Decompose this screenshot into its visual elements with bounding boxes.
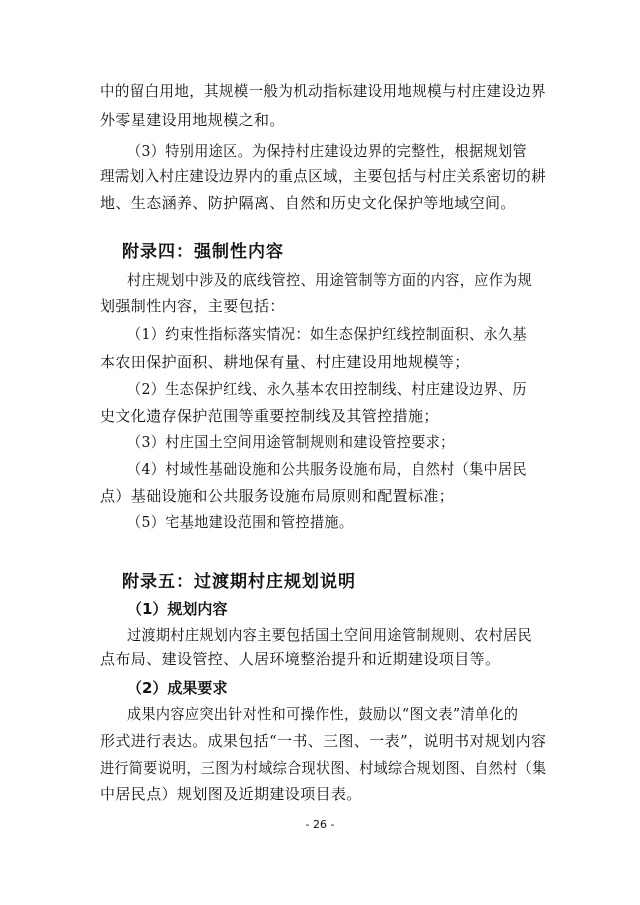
page-number: - 26 - (305, 818, 335, 831)
appendix5-sub1-line2: 点布局、建设管控、人居环境整治提升和近期建设项目等。 (100, 650, 501, 668)
appendix5-sub2-line4: 中居民点）规划图及近期建设项目表。 (100, 785, 362, 803)
appendix4-item1-line1: （1）约束性指标落实情况：如生态保护红线控制面积、永久基 (127, 325, 527, 343)
appendix5-sub2-line1: 成果内容应突出针对性和可操作性，鼓励以“图文表”清单化的 (127, 705, 519, 723)
appendix5-sub2-heading: （2）成果要求 (127, 679, 228, 697)
appendix4-item1-line2: 本农田保护面积、耕地保有量、村庄建设用地规模等； (100, 353, 470, 371)
appendix5-title: 附录五：过渡期村庄规划说明 (122, 572, 356, 592)
appendix4-item5: （5）宅基地建设范围和管控措施。 (127, 513, 354, 531)
appendix5-sub2-line3: 进行简要说明，三图为村域综合现状图、村域综合规划图、自然村（集 (100, 759, 547, 777)
appendix5-sub1-line1: 过渡期村庄规划内容主要包括国土空间用途管制规则、农村居民 (127, 626, 533, 644)
para1-line2: 外零星建设用地规模之和。 (100, 111, 285, 129)
para2-line1: （3）特别用途区。为保持村庄建设边界的完整性，根据规划管 (127, 142, 527, 160)
para2-line2: 理需划入村庄建设边界内的重点区域，主要包括与村庄关系密切的耕 (100, 167, 547, 185)
para1-line1: 中的留白用地，其规模一般为机动指标建设用地规模与村庄建设边界 (100, 82, 547, 100)
appendix4-item2-line2: 史文化遗存保护范围等重要控制线及其管控措施； (100, 407, 439, 425)
para2-line3: 地、生态涵养、防护隔离、自然和历史文化保护等地域空间。 (100, 194, 516, 212)
appendix4-item2-line1: （2）生态保护红线、永久基本农田控制线、村庄建设边界、历 (127, 380, 527, 398)
appendix4-item4-line1: （4）村域性基础设施和公共服务设施布局，自然村（集中居民 (127, 460, 527, 478)
appendix4-intro-line1: 村庄规划中涉及的底线管控、用途管制等方面的内容，应作为规 (127, 271, 533, 289)
appendix5-sub1-heading: （1）规划内容 (127, 600, 228, 618)
appendix4-item3: （3）村庄国土空间用途管制规则和建设管控要求； (127, 433, 455, 451)
appendix4-title: 附录四：强制性内容 (122, 242, 284, 262)
appendix4-item4-line2: 点）基础设施和公共服务设施布局原则和配置标准； (100, 487, 455, 505)
appendix5-sub2-line2: 形式进行表达。成果包括“一书、三图、一表”，说明书对规划内容 (100, 732, 547, 750)
appendix4-intro-line2: 划强制性内容，主要包括： (100, 297, 285, 315)
